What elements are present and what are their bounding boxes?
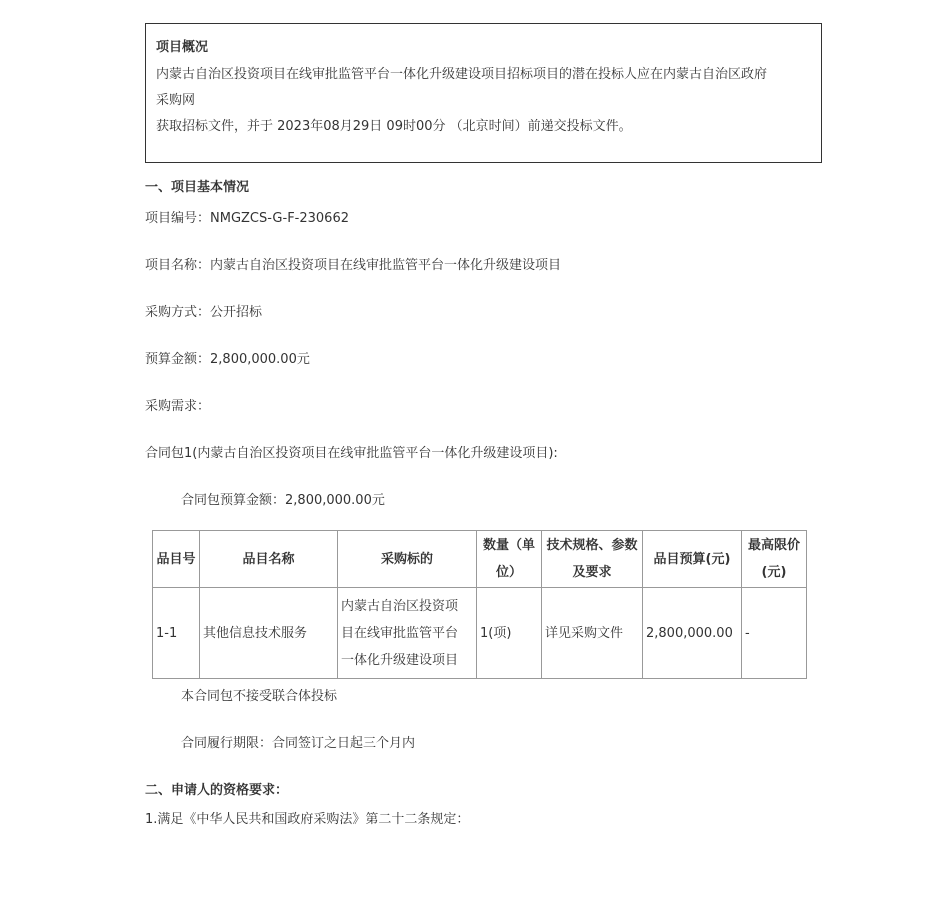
- project-number-row: [145, 209, 825, 229]
- qualification-item-1: 1.满足《中华人民共和国政府采购法》第二十二条规定：: [145, 812, 470, 827]
- project-number-label: 项目编号：: [145, 211, 211, 226]
- budget-value: 2,800,000.00元: [210, 352, 310, 367]
- no-consortium-note: 本合同包不接受联合体投标: [181, 689, 338, 704]
- cell-item-name: 其他信息技术服务: [200, 588, 338, 679]
- header-item-name: 品目名称: [200, 531, 338, 588]
- header-max-price: 最高限价 (元): [742, 531, 807, 588]
- budget-row: [145, 350, 825, 370]
- package-title: 合同包1(内蒙古自治区投资项目在线审批监管平台一体化升级建设项目):: [145, 446, 558, 461]
- demand-row: [145, 397, 825, 417]
- contract-period-value: 合同签订之日起三个月内: [272, 736, 416, 751]
- cell-spec: 详见采购文件: [542, 588, 643, 679]
- header-target: 采购标的: [338, 531, 477, 588]
- cell-budget: 2,800,000.00: [643, 588, 742, 679]
- contract-period-label: 合同履行期限：: [181, 736, 273, 751]
- cell-quantity: 1(项): [477, 588, 542, 679]
- project-name-row: [145, 256, 825, 276]
- section-1-title: 一、项目基本情况: [145, 180, 250, 195]
- section-2-title: 二、申请人的资格要求：: [145, 783, 289, 798]
- items-table-header-row: [153, 531, 807, 588]
- contract-period-row: [145, 734, 825, 754]
- overview-title: 项目概况: [156, 40, 209, 55]
- overview-line-2: 采购网: [156, 93, 196, 108]
- budget-label: 预算金额：: [145, 352, 211, 367]
- table-row: [153, 588, 807, 679]
- project-overview-box: [145, 23, 822, 163]
- header-budget: 品目预算(元): [643, 531, 742, 588]
- package-budget-label: 合同包预算金额：: [181, 493, 286, 508]
- package-budget-row: [145, 491, 825, 511]
- project-name-label: 项目名称：: [145, 258, 211, 273]
- project-name-value: 内蒙古自治区投资项目在线审批监管平台一体化升级建设项目: [210, 258, 562, 273]
- package-budget-value: 2,800,000.00元: [285, 493, 385, 508]
- overview-line-1: 内蒙古自治区投资项目在线审批监管平台一体化升级建设项目招标项目的潜在投标人应在内蒙古自治区政府: [156, 67, 768, 82]
- header-item-no: 品目号: [153, 531, 200, 588]
- overview-line-3: 获取招标文件，并于 2023年08月29日 09时00分 （北京时间）前递交投标文件。: [156, 119, 632, 134]
- project-number-value: NMGZCS-G-F-230662: [210, 211, 349, 226]
- demand-label: 采购需求：: [145, 399, 211, 414]
- document-page: [145, 23, 825, 830]
- procurement-method-value: 公开招标: [210, 305, 263, 320]
- header-spec: 技术规格、参数 及要求: [542, 531, 643, 588]
- cell-max-price: -: [742, 588, 807, 679]
- cell-target: 内蒙古自治区投资项 目在线审批监管平台 一体化升级建设项目: [338, 588, 477, 679]
- procurement-method-label: 采购方式：: [145, 305, 211, 320]
- cell-item-no: 1-1: [153, 588, 200, 679]
- header-quantity: 数量（单 位）: [477, 531, 542, 588]
- items-table: [152, 530, 807, 679]
- procurement-method-row: [145, 303, 825, 323]
